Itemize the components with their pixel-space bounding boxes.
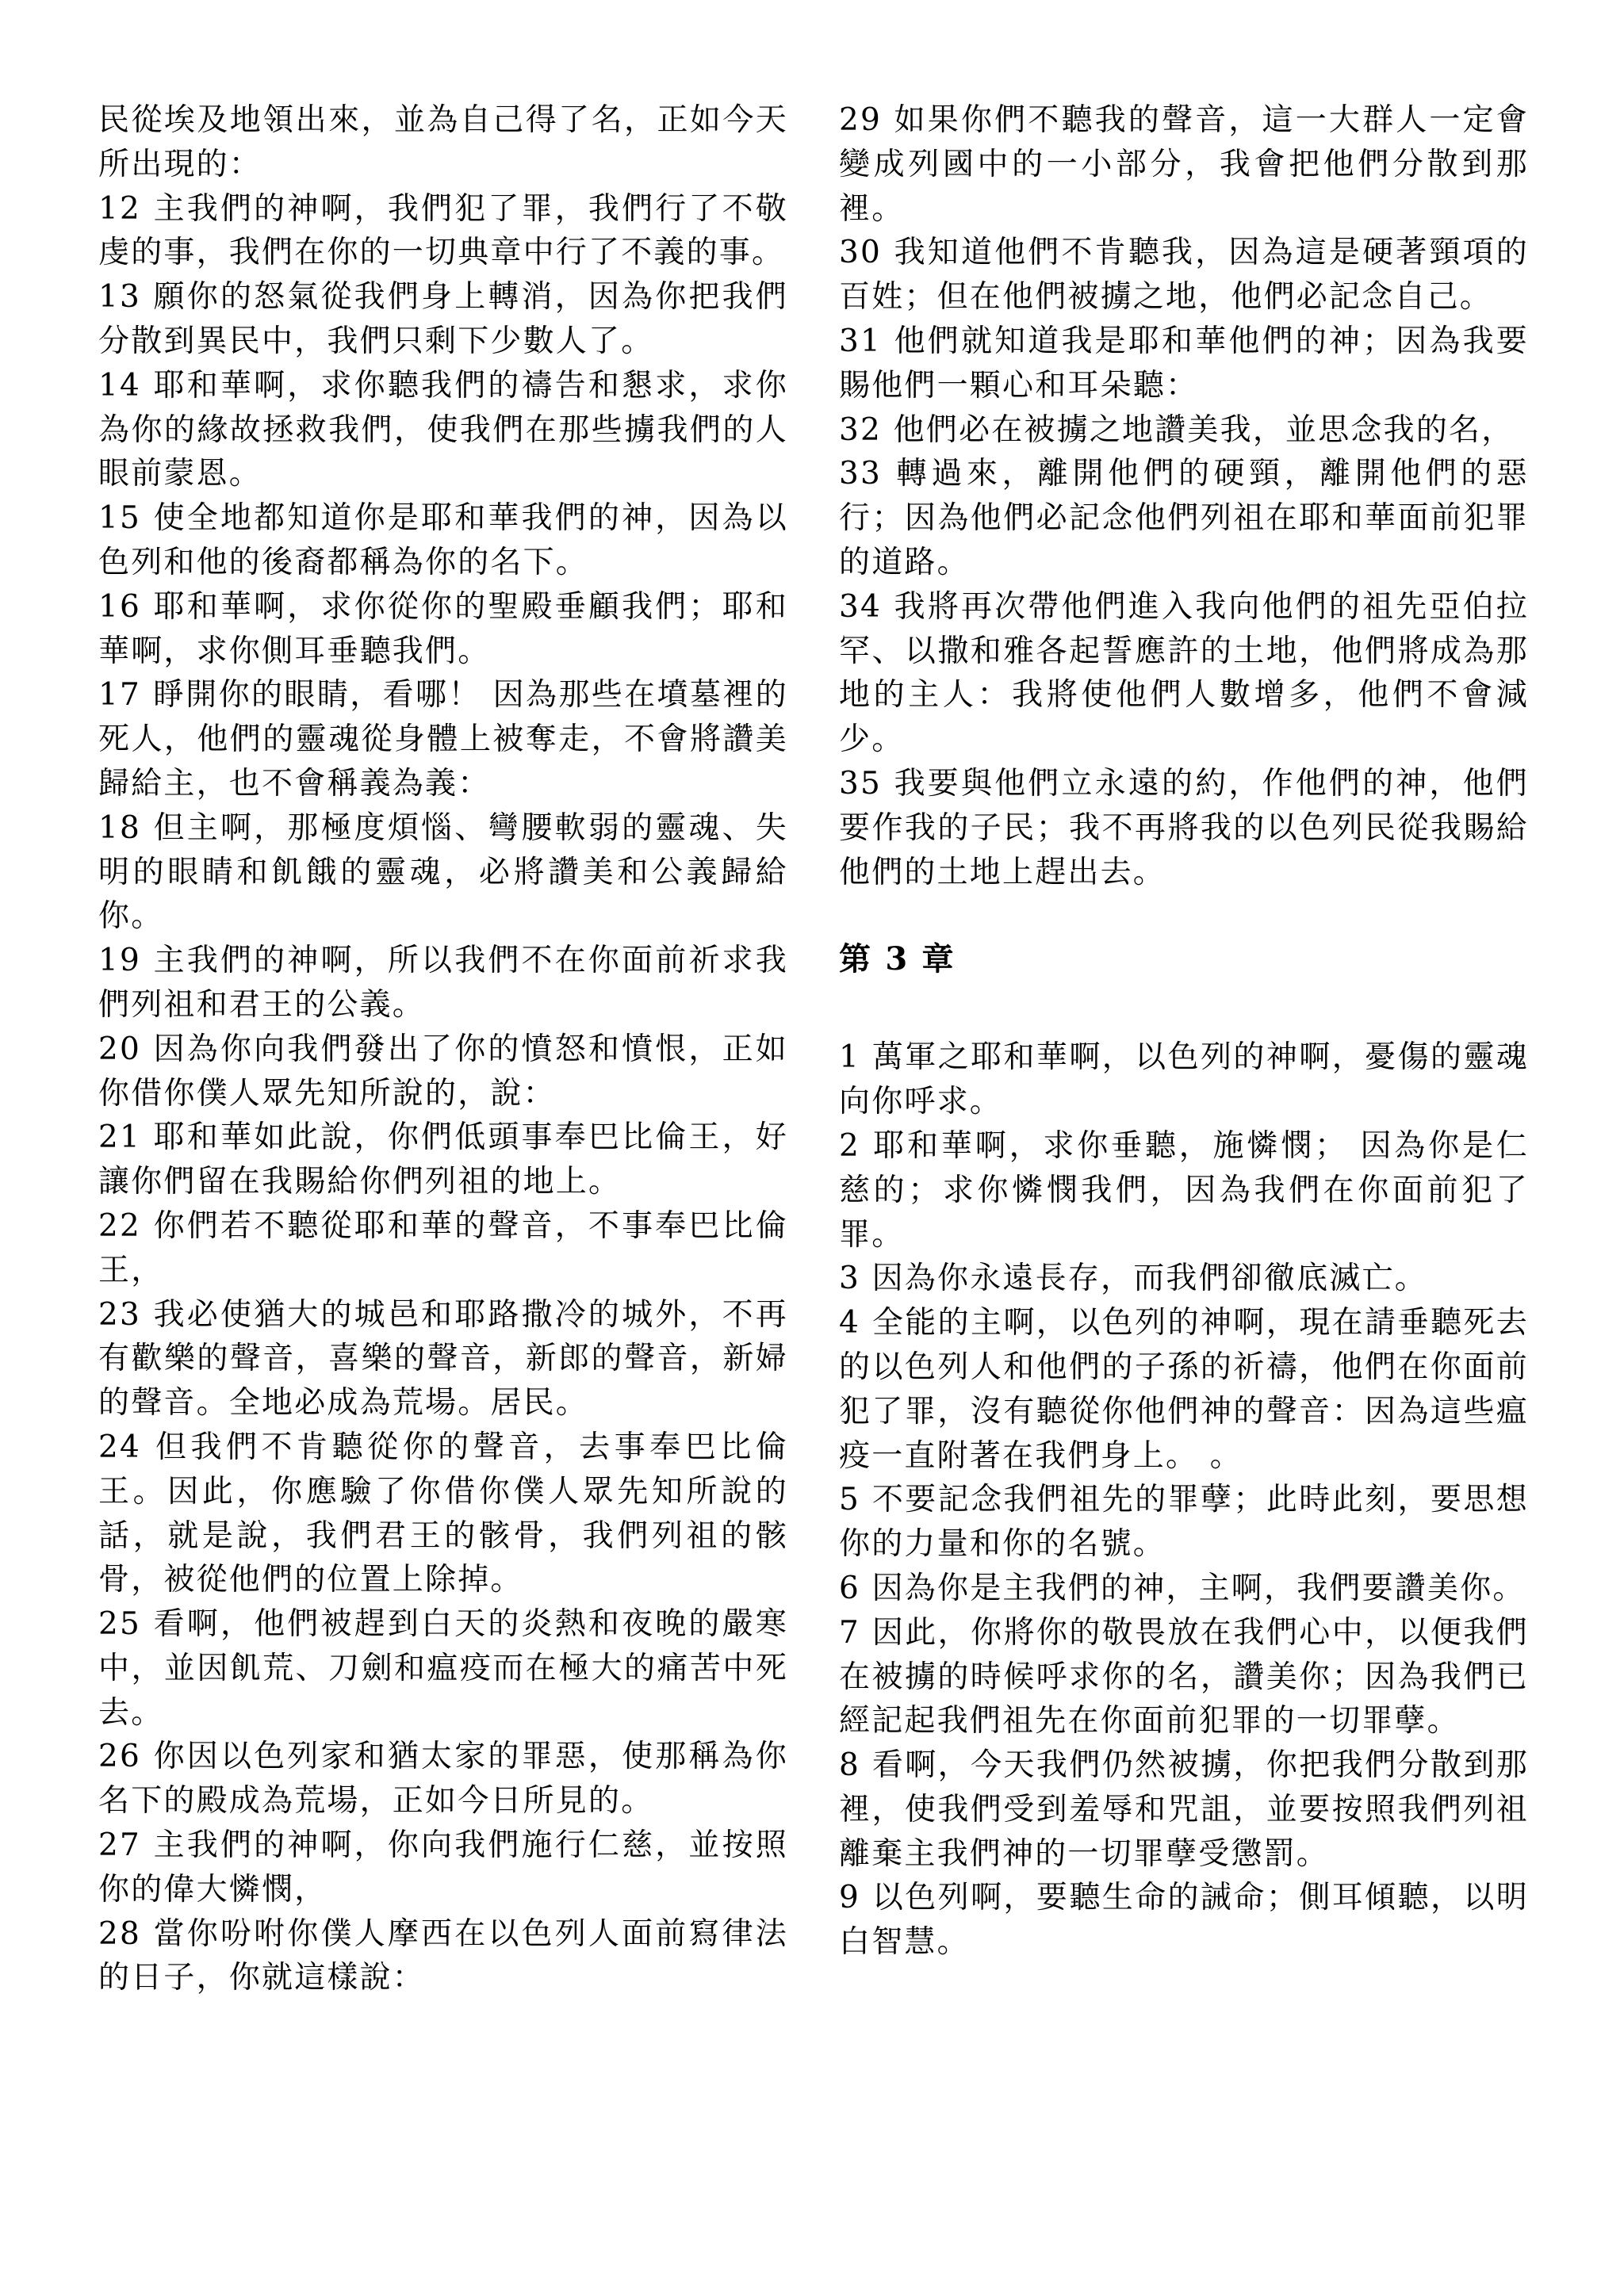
verse-paragraph: 30 我知道他們不肯聽我，因為這是硬著頸項的百姓；但在他們被擄之地，他們必記念自己。 xyxy=(839,235,1529,316)
left-column xyxy=(98,98,788,2000)
verse-paragraph: 7 因此，你將你的敬畏放在我們心中，以便我們在被擄的時候呼求你的名，讚美你；因為我們已經記起我們祖先在你面前犯罪的一切罪孽。 xyxy=(839,1614,1529,1739)
verse-paragraph: 2 耶和華啊，求你垂聽，施憐憫； 因為你是仁慈的；求你憐憫我們，因為我們在你面前犯了罪。 xyxy=(839,1127,1529,1253)
verse-paragraph: 29 如果你們不聽我的聲音，這一大群人一定會變成列國中的一小部分，我會把他們分散到那裡。 xyxy=(839,102,1529,227)
right-column xyxy=(839,98,1529,1965)
verse-paragraph: 24 但我們不肯聽從你的聲音，去事奉巴比倫王。因此，你應驗了你借你僕人眾先知所說的話，就是說，我們君王的骸骨，我們列祖的骸骨，被從他們的位置上除掉。 xyxy=(98,1429,788,1598)
verse-paragraph: 32 他們必在被擄之地讚美我，並思念我的名， xyxy=(839,411,1515,448)
verse-paragraph: 1 萬軍之耶和華啊，以色列的神啊，憂傷的靈魂向你呼求。 xyxy=(839,1039,1529,1120)
verse-paragraph: 27 主我們的神啊，你向我們施行仁慈，並按照你的偉大憐憫， xyxy=(98,1827,788,1908)
verse-paragraph: 33 轉過來，離開他們的硬頸，離開他們的惡行；因為他們必記念他們列祖在耶和華面前犯罪的道路。 xyxy=(839,456,1529,580)
verse-paragraph: 31 他們就知道我是耶和華他們的神；因為我要賜他們一顆心和耳朵聽： xyxy=(839,323,1529,404)
verse-paragraph: 34 我將再次帶他們進入我向他們的祖先亞伯拉罕、以撒和雅各起誓應許的土地，他們將成為那地的主人：我將使他們人數增多，他們不會減少。 xyxy=(839,588,1529,758)
verse-paragraph: 14 耶和華啊，求你聽我們的禱告和懇求，求你為你的緣故拯救我們，使我們在那些擄我們的人眼前蒙恩。 xyxy=(98,367,788,492)
verse-paragraph: 4 全能的主啊，以色列的神啊，現在請垂聽死去的以色列人和他們的子孫的祈禱，他們在你面前犯了罪，沒有聽從你他們神的聲音：因為這些瘟疫一直附著在我們身上。 。 xyxy=(839,1305,1529,1474)
verse-paragraph: 23 我必使猶大的城邑和耶路撒冷的城外，不再有歡樂的聲音，喜樂的聲音，新郎的聲音，新婦的聲音。全地必成為荒場。居民。 xyxy=(98,1296,788,1422)
chapter-heading: 第 3 章 xyxy=(839,940,956,978)
verse-paragraph: 26 你因以色列家和猶太家的罪惡，使那稱為你名下的殿成為荒場，正如今日所見的。 xyxy=(98,1739,788,1820)
verse-paragraph: 13 願你的怒氣從我們身上轉消，因為你把我們分散到異民中，我們只剩下少數人了。 xyxy=(98,279,788,359)
verse-paragraph: 15 使全地都知道你是耶和華我們的神，因為以色列和他的後裔都稱為你的名下。 xyxy=(98,500,788,580)
verse-paragraph: 25 看啊，他們被趕到白天的炎熱和夜晚的嚴寒中，並因飢荒、刀劍和瘟疫而在極大的痛苦中死去。 xyxy=(98,1606,788,1731)
verse-paragraph: 17 睜開你的眼睛，看哪！ 因為那些在墳墓裡的死人，他們的靈魂從身體上被奪走，不會將讚美歸給主，也不會稱義為義： xyxy=(98,677,788,802)
verse-paragraph: 28 當你吩咐你僕人摩西在以色列人面前寫律法的日子，你就這樣說： xyxy=(98,1915,788,1996)
verse-paragraph: 20 因為你向我們發出了你的憤怒和憤恨，正如你借你僕人眾先知所說的，說： xyxy=(98,1031,788,1112)
verse-paragraph: 18 但主啊，那極度煩惱、彎腰軟弱的靈魂、失明的眼睛和飢餓的靈魂，必將讚美和公義歸給你。 xyxy=(98,809,788,935)
verse-paragraph: 16 耶和華啊，求你從你的聖殿垂顧我們；耶和華啊，求你側耳垂聽我們。 xyxy=(98,588,788,669)
verse-paragraph: 12 主我們的神啊，我們犯了罪，我們行了不敬虔的事，我們在你的一切典章中行了不義的事。 xyxy=(98,190,788,271)
verse-paragraph: 9 以色列啊，要聽生命的誡命；側耳傾聽，以明白智慧。 xyxy=(839,1880,1529,1961)
verse-paragraph: 35 我要與他們立永遠的約，作他們的神，他們要作我的子民；我不再將我的以色列民從我賜給他們的土地上趕出去。 xyxy=(839,765,1529,890)
verse-paragraph: 3 因為你永遠長存，而我們卻徹底滅亡。 xyxy=(839,1261,1428,1297)
verse-paragraph: 6 因為你是主我們的神，主啊，我們要讚美你。 xyxy=(839,1570,1526,1606)
verse-paragraph: 22 你們若不聽從耶和華的聲音，不事奉巴比倫王， xyxy=(98,1207,788,1288)
verse-paragraph: 5 不要記念我們祖先的罪孽；此時此刻，要思想你的力量和你的名號。 xyxy=(839,1482,1529,1563)
verse-paragraph: 19 主我們的神啊，所以我們不在你面前祈求我們列祖和君王的公義。 xyxy=(98,943,788,1023)
verse-paragraph: 21 耶和華如此說，你們低頭事奉巴比倫王，好讓你們留在我賜給你們列祖的地上。 xyxy=(98,1119,788,1200)
verse-paragraph: 8 看啊，今天我們仍然被擄，你把我們分散到那裡，使我們受到羞辱和咒詛，並要按照我們列祖離棄主我們神的一切罪孽受懲罰。 xyxy=(839,1747,1529,1872)
verse-paragraph: 民從埃及地領出來，並為自己得了名，正如今天所出現的： xyxy=(98,102,788,182)
